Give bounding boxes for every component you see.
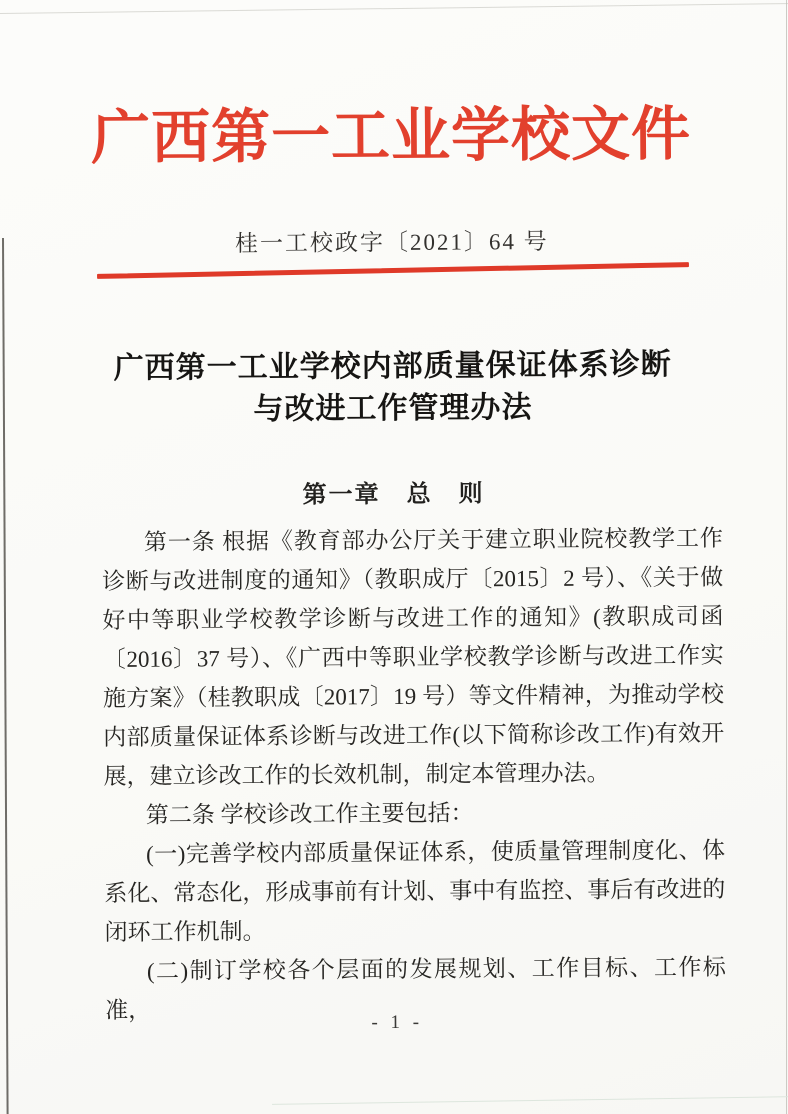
page-number: - 1 - <box>371 1011 424 1034</box>
body-paragraph: (二)制订学校各个层面的发展规划、工作目标、工作标准， <box>105 954 726 1024</box>
body-paragraph: (一)完善学校内部质量保证体系，使质量管理制度化、体系化、常态化，形成事前有计划、事中有监控、事后有改进的闭环工作机制。 <box>104 837 726 946</box>
document-reference-number: 桂一工校政字〔2021〕64 号 <box>234 228 549 257</box>
document-title-line1: 广西第一工业学校内部质量保证体系诊断 <box>113 348 672 385</box>
document-title <box>0 343 787 432</box>
red-letterhead-title: 广西第一工业学校文件 <box>90 100 692 172</box>
red-divider-line <box>97 262 689 279</box>
document-body <box>102 519 727 1030</box>
body-paragraph: 第二条 学校诊改工作主要包括： <box>145 800 474 828</box>
chapter-heading: 第一章 总 则 <box>302 481 485 509</box>
body-paragraph: 第一条 根据《教育部办公厅关于建立职业院校教学工作诊断与改进制度的通知》（教职成厅〔2015〕2 号）、《关于做好中等职业学校教学诊断与改进工作的通知》(教职成司函〔2016〕37 号）、《广西中等职业学校教学诊断与改进工作实施方案》（桂教职成〔2017〕19 号）等文件精神，为推动学校内部质量保证体系诊断与改进工作(以下简称诊改工作)有效开展，建立诊改工作的长效机制，制定本管理办法。 <box>102 525 725 790</box>
document-title-line2: 与改进工作管理办法 <box>253 391 533 426</box>
